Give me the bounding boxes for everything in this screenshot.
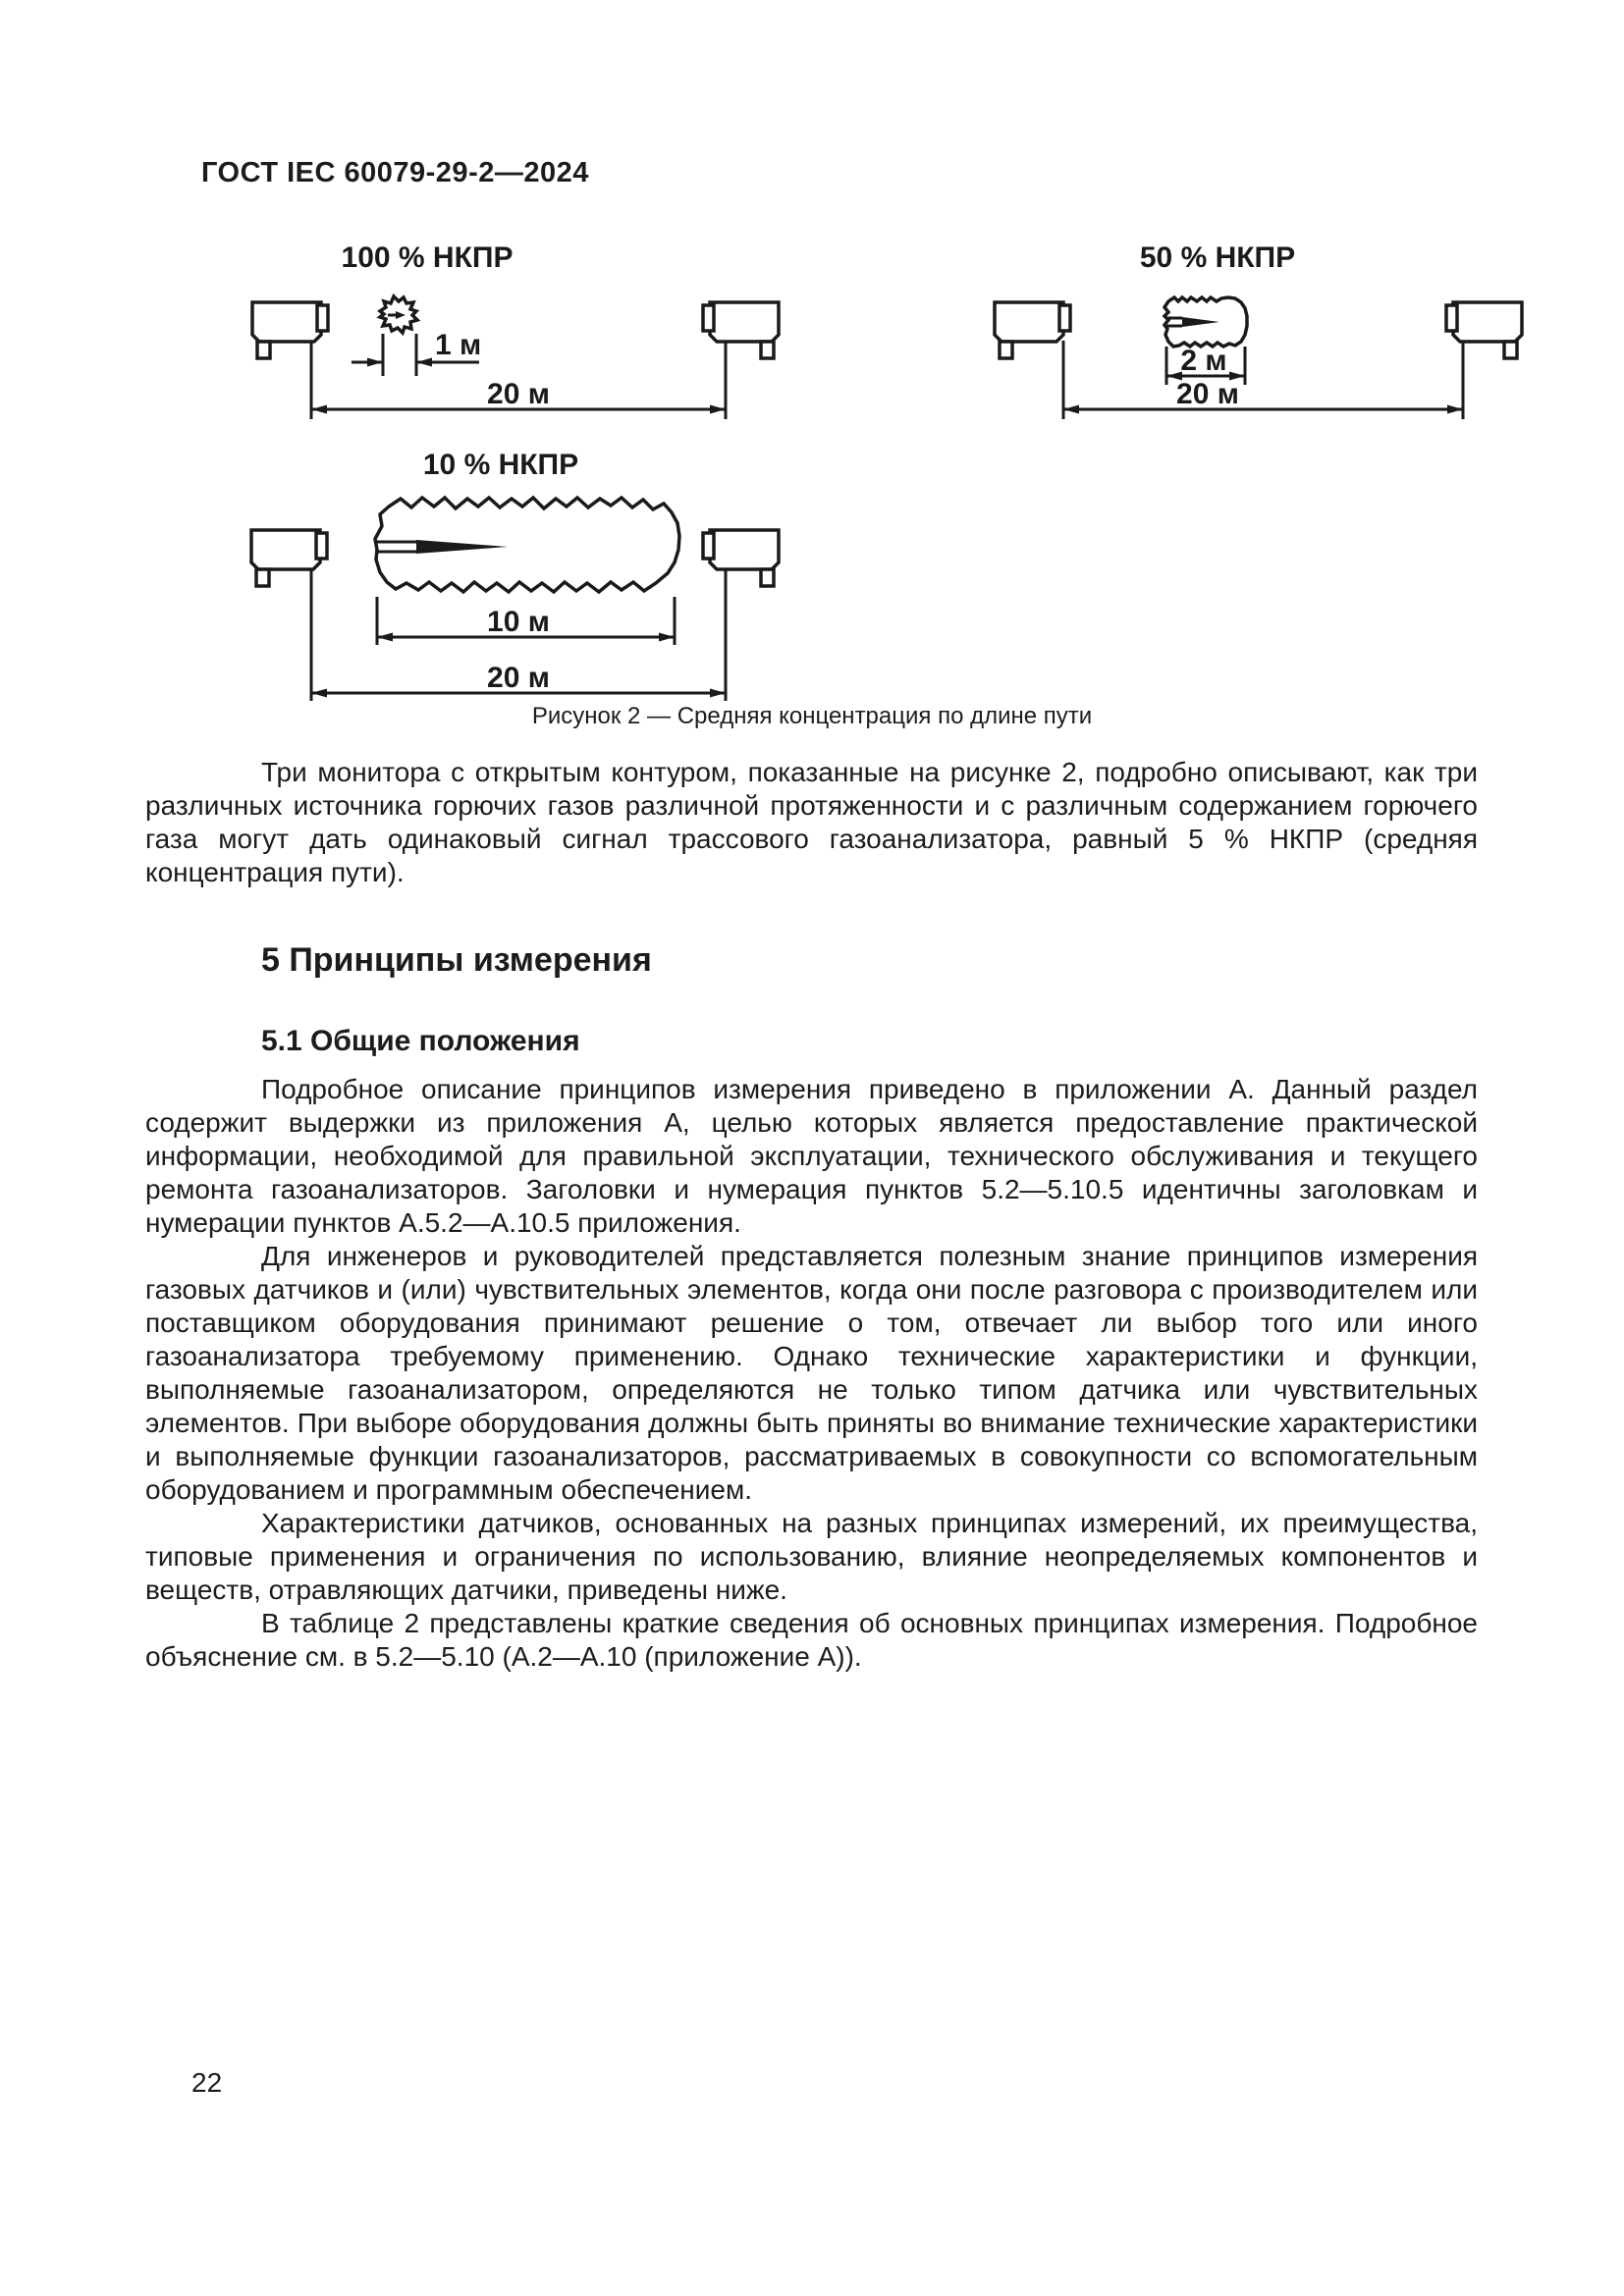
figure-caption: Рисунок 2 — Средняя концентрация по длине пути <box>531 703 1093 729</box>
gas-monitor-icon <box>251 530 327 586</box>
paragraph-after-figure: Три монитора с открытым контуром, показанные на рисунке 2, подробно описывают, как три различных источника горючих газов различной протяженности и с различным содержанием горючего газа могут дать одинаковый сигнал трассового газоанализатора, равный 5 % НКПР (средняя концентрация пути). <box>145 757 1478 887</box>
gas-cloud-medium-icon <box>1164 297 1247 347</box>
figure-2-diagram <box>0 147 1624 707</box>
dimension-10m <box>377 606 675 642</box>
diagram-title: 100 % НКПР <box>341 241 514 274</box>
diagram-50-lel <box>995 241 1522 419</box>
dimension-label: 20 м <box>1176 378 1239 410</box>
dimension-label: 2 м <box>1180 345 1227 377</box>
paragraph: Подробное описание принципов измерения приведено в приложении А. Данный раздел содержит выдержки из приложения А, целью которых является предоставление практической информации, необходимой для правильной эксплуатации, технического обслуживания и текущего ремонта газоанализаторов. Заголовки и нумерация пунктов 5.2—5.10.5 идентичны заголовкам и нумерации пунктов А.5.2—А.10.5 приложения. <box>145 1074 1478 1238</box>
dimension-20m <box>1063 378 1463 414</box>
dimension-20m <box>311 378 726 414</box>
gas-cloud-long-icon <box>375 498 679 592</box>
diagram-100-lel <box>252 241 779 419</box>
paragraph: Характеристики датчиков, основанных на разных принципах измерений, их преимущества, типовые применения и ограничения по использованию, влияние неопределяемых компонентов и веществ, отравляющих датчики, приведены ниже. <box>145 1508 1478 1605</box>
gas-monitor-icon <box>703 302 779 358</box>
gas-monitor-icon <box>995 302 1070 358</box>
section-heading-5: 5 Принципы измерения <box>261 941 652 979</box>
running-header: ГОСТ IEC 60079-29-2—2024 <box>201 157 589 188</box>
subsection-heading-5-1: 5.1 Общие положения <box>261 1025 580 1057</box>
dimension-2m <box>1166 345 1245 381</box>
diagram-10-lel <box>251 449 779 701</box>
dimension-label: 20 м <box>487 662 550 694</box>
paragraph: В таблице 2 представлены краткие сведения об основных принципах измерения. Подробное объяснение см. в 5.2—5.10 (А.2—А.10 (приложение А)). <box>145 1608 1478 1672</box>
dimension-label: 1 м <box>435 329 482 361</box>
dimension-label: 20 м <box>487 378 550 410</box>
paragraph: Для инженеров и руководителей представляется полезным знание принципов измерения газовых датчиков и (или) чувствительных элементов, когда они после разговора с производителем или поставщиком оборудования принимают решение о том, отвечает ли выбор того или иного газоанализатора требуемому применению. Однако технические характеристики и функции, выполняемые газоанализатором, определяются не только типом датчика или чувствительных элементов. При выборе оборудования должны быть приняты во внимание технические характеристики и выполняемые функции газоанализаторов, рассматриваемых в совокупности со вспомогательным оборудованием и программным обеспечением. <box>145 1241 1478 1505</box>
diagram-title: 10 % НКПР <box>422 449 579 481</box>
diagram-title: 50 % НКПР <box>1139 241 1296 274</box>
gas-monitor-icon <box>1446 302 1522 358</box>
gas-cloud-small-icon <box>380 296 417 333</box>
page-number: 22 <box>191 2067 223 2098</box>
dimension-label: 10 м <box>487 606 550 638</box>
dimension-20m <box>311 662 726 698</box>
gas-monitor-icon <box>703 530 779 586</box>
gas-monitor-icon <box>252 302 328 358</box>
body-text <box>145 756 1478 1674</box>
